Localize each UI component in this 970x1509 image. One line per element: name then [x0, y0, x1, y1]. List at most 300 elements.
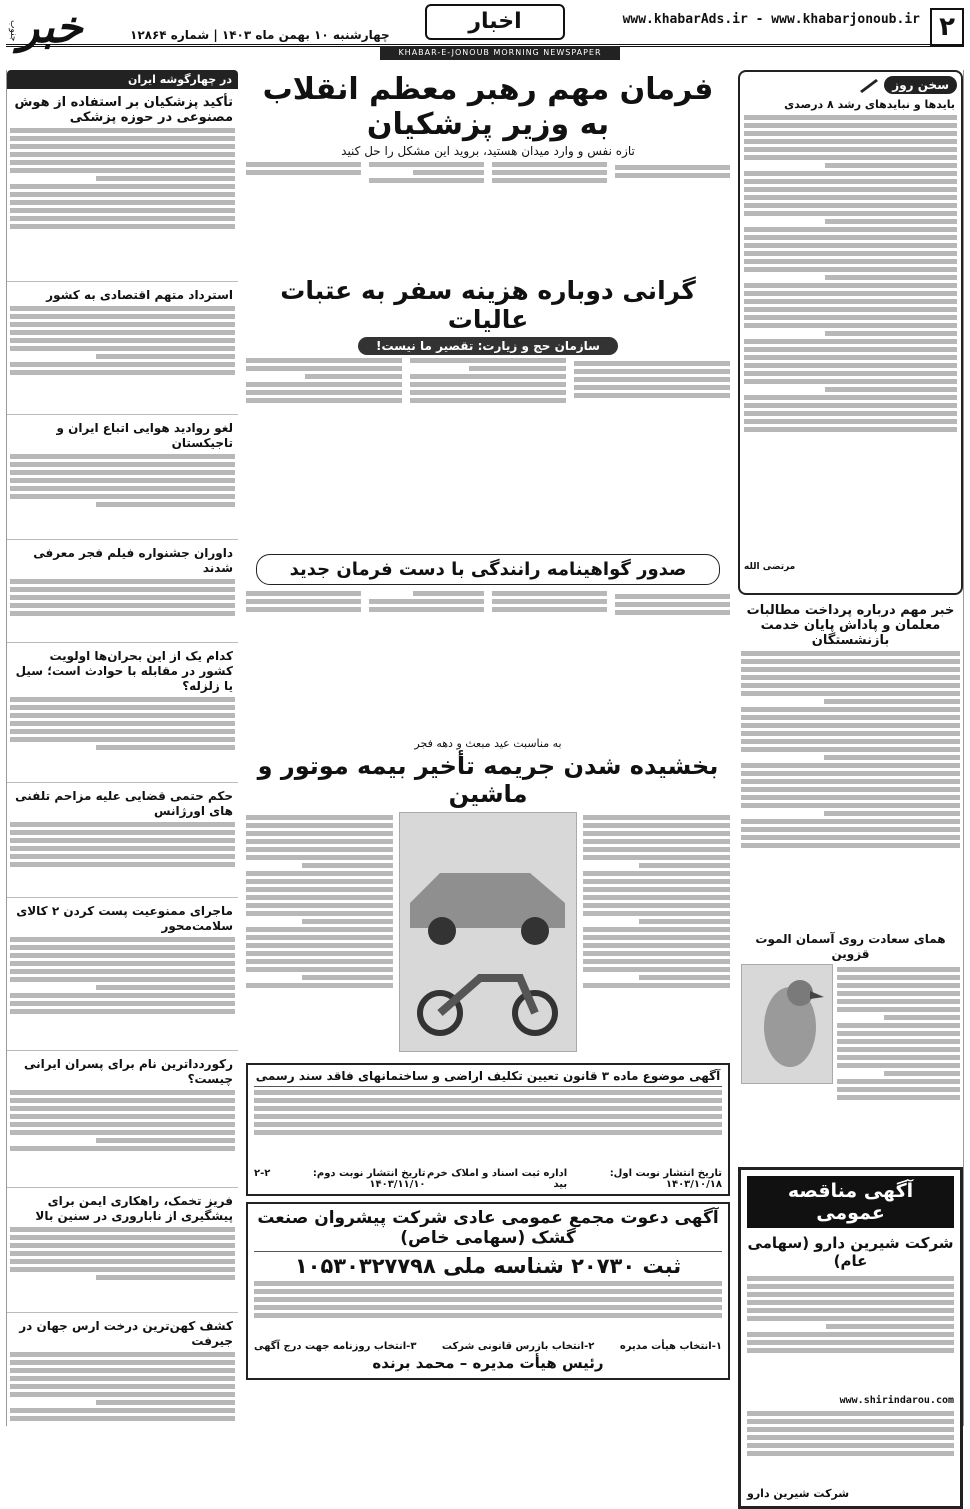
text-line	[369, 599, 484, 604]
text-line	[96, 502, 236, 507]
text-line	[10, 454, 235, 459]
text-line	[10, 1235, 235, 1240]
left-column	[6, 70, 238, 1426]
text-line	[10, 306, 235, 311]
text-line	[583, 895, 730, 900]
text-line	[369, 162, 484, 167]
car-motorcycle-photo	[399, 812, 577, 1052]
text-line	[824, 699, 960, 704]
text-line	[741, 763, 960, 768]
text-line	[96, 745, 236, 750]
text-line	[741, 771, 960, 776]
text-line	[744, 195, 957, 200]
news-title: لغو روادید هوایی اتباع ایران و تاجیکستان	[56, 421, 233, 450]
text-line	[96, 985, 236, 990]
text-line	[741, 659, 960, 664]
text-line	[639, 919, 730, 924]
news-item	[7, 649, 238, 783]
text-line	[10, 494, 235, 499]
text-line	[884, 1015, 960, 1020]
text-line	[246, 951, 393, 956]
text-line	[583, 983, 730, 988]
tender-company: شرکت شیرین دارو (سهامی عام)	[747, 1234, 954, 1270]
text-line	[10, 144, 235, 149]
text-line	[10, 611, 235, 616]
website-urls[interactable]: www.khabarAds.ir - www.khabarjonoub.ir	[622, 12, 920, 27]
text-line	[10, 1098, 235, 1103]
text-line	[96, 1138, 236, 1143]
text-line	[583, 847, 730, 852]
text-line	[10, 1267, 235, 1272]
news-body	[10, 1227, 235, 1309]
text-line	[10, 1106, 235, 1111]
text-line	[246, 855, 393, 860]
text-line	[747, 1308, 954, 1313]
text-line	[583, 831, 730, 836]
text-line	[10, 1114, 235, 1119]
text-line	[744, 131, 957, 136]
eagle-news-body	[837, 964, 960, 1159]
text-line	[884, 1071, 960, 1076]
news-title: رکوردداترین نام برای پسران ایرانی چیست؟	[23, 1057, 233, 1086]
land-ad-date2: تاریخ انتشار نوبت دوم: ۱۴۰۳/۱۱/۱۰	[312, 1168, 426, 1190]
text-line	[246, 959, 393, 964]
text-line	[744, 283, 957, 288]
text-line	[744, 427, 957, 432]
news-body	[10, 822, 235, 894]
text-line	[744, 203, 957, 208]
text-line	[246, 879, 393, 884]
text-line	[837, 1023, 960, 1028]
text-line	[639, 863, 730, 868]
text-line	[246, 943, 393, 948]
text-line	[10, 1130, 235, 1135]
text-line	[10, 362, 235, 367]
text-line	[747, 1451, 954, 1456]
left-column-header: در چهارگوشه ایران	[7, 70, 238, 89]
text-line	[747, 1276, 954, 1281]
text-line	[10, 937, 235, 942]
text-line	[369, 178, 484, 183]
text-line	[10, 961, 235, 966]
text-line	[246, 983, 393, 988]
text-line	[246, 398, 402, 403]
hajj-headline: گرانی دوباره هزینه سفر به عتبات عالیات	[280, 276, 696, 334]
text-line	[744, 123, 957, 128]
assembly-ad-body	[254, 1281, 722, 1337]
text-line	[254, 1297, 722, 1302]
text-line	[744, 411, 957, 416]
page-number: ۲	[930, 8, 964, 46]
text-line	[615, 610, 730, 615]
tender-head: آگهی مناقصه عمومی	[747, 1176, 954, 1228]
text-line	[10, 470, 235, 475]
text-line	[837, 1079, 960, 1084]
text-line	[837, 1047, 960, 1052]
text-line	[10, 603, 235, 608]
text-line	[10, 486, 235, 491]
text-line	[492, 170, 607, 175]
eagle-news	[738, 964, 963, 1159]
text-line	[747, 1284, 954, 1289]
text-line	[744, 323, 957, 328]
text-line	[615, 602, 730, 607]
insurance-headline: بخشیده شدن جریمه تأخیر بیمه موتور و ماشین	[257, 752, 719, 808]
text-line	[574, 377, 730, 382]
text-line	[741, 715, 960, 720]
text-line	[10, 729, 235, 734]
text-line	[10, 737, 235, 742]
text-line	[410, 358, 566, 363]
text-line	[10, 224, 235, 229]
text-line	[254, 1289, 722, 1294]
logo-sub: جنوب	[8, 20, 18, 42]
text-line	[246, 162, 361, 167]
text-line	[10, 945, 235, 950]
text-line	[741, 667, 960, 672]
assembly-ad	[246, 1202, 730, 1380]
text-line	[10, 953, 235, 958]
text-line	[747, 1443, 954, 1448]
text-line	[744, 267, 957, 272]
text-line	[254, 1098, 722, 1103]
text-line	[583, 903, 730, 908]
text-line	[741, 803, 960, 808]
text-line	[302, 863, 393, 868]
news-body	[10, 579, 235, 639]
text-line	[10, 160, 235, 165]
land-ad-title: آگهی موضوع ماده ۳ قانون تعیین تکلیف اراضی و ساختمانهای فاقد سند رسمی	[254, 1069, 722, 1087]
hajj-kicker: سازمان حج و زیارت: تقصیر ما نیست!	[358, 337, 618, 355]
text-line	[744, 291, 957, 296]
land-registry-ad	[246, 1063, 730, 1196]
text-line	[246, 382, 402, 387]
text-line	[744, 403, 957, 408]
text-line	[837, 983, 960, 988]
text-line	[615, 173, 730, 178]
text-line	[10, 314, 235, 319]
text-line	[10, 862, 235, 867]
news-body	[10, 697, 235, 779]
text-line	[744, 251, 957, 256]
text-line	[246, 895, 393, 900]
text-line	[10, 184, 235, 189]
text-line	[825, 275, 957, 280]
text-line	[583, 927, 730, 932]
text-line	[10, 1146, 235, 1151]
news-item	[7, 904, 238, 1051]
eagle-news-title: همای سعادت روی آسمان الموت قزوین	[755, 932, 946, 961]
text-line	[10, 462, 235, 467]
text-line	[10, 192, 235, 197]
text-line	[825, 163, 957, 168]
insurance-body-right	[583, 812, 730, 1057]
text-line	[413, 591, 484, 596]
text-line	[825, 387, 957, 392]
text-line	[747, 1340, 954, 1345]
text-line	[10, 1352, 235, 1357]
text-line	[10, 697, 235, 702]
text-line	[10, 1227, 235, 1232]
assembly-ad-sign: رئیس هیأت مدیره – محمد برنده	[372, 1354, 604, 1372]
land-ad-footer	[254, 1168, 722, 1190]
text-line	[744, 259, 957, 264]
text-line	[744, 187, 957, 192]
text-line	[744, 211, 957, 216]
text-line	[10, 993, 235, 998]
text-line	[741, 795, 960, 800]
text-line	[246, 170, 361, 175]
text-line	[639, 975, 730, 980]
text-line	[741, 683, 960, 688]
text-line	[747, 1332, 954, 1337]
text-line	[583, 823, 730, 828]
text-line	[583, 855, 730, 860]
news-title: استرداد متهم اقتصادی به کشور	[46, 288, 233, 302]
text-line	[583, 879, 730, 884]
text-line	[741, 739, 960, 744]
news-title: تأکید پزشکیان بر استفاده از هوش مصنوعی در حوزه پزشکی	[14, 95, 233, 125]
text-line	[410, 390, 566, 395]
issue-date: چهارشنبه ۱۰ بهمن ماه ۱۴۰۳ | شماره ۱۲۸۶۴	[130, 28, 390, 42]
text-line	[246, 935, 393, 940]
text-line	[246, 831, 393, 836]
text-line	[747, 1419, 954, 1424]
text-line	[10, 168, 235, 173]
text-line	[583, 871, 730, 876]
text-line	[837, 991, 960, 996]
text-line	[10, 1384, 235, 1389]
text-line	[744, 139, 957, 144]
news-item	[7, 789, 238, 898]
text-line	[492, 599, 607, 604]
text-line	[837, 975, 960, 980]
text-line	[10, 1001, 235, 1006]
text-line	[246, 607, 361, 612]
agenda-item-3: ۳-انتخاب روزنامه جهت درج آگهی	[254, 1341, 417, 1352]
text-line	[246, 823, 393, 828]
text-line	[574, 369, 730, 374]
text-line	[302, 975, 393, 980]
main-subhead: تازه نفس و وارد میدان هستید، بروید این مشکل را حل کنید	[341, 144, 635, 158]
text-line	[744, 419, 957, 424]
text-line	[10, 1408, 235, 1413]
text-line	[747, 1292, 954, 1297]
car-icon	[400, 813, 576, 1053]
news-body	[10, 128, 235, 278]
text-line	[10, 822, 235, 827]
news-item	[7, 546, 238, 643]
main-story-body	[246, 162, 730, 272]
text-line	[741, 651, 960, 656]
assembly-ad-id: ثبت ۲۰۷۳۰ شناسه ملی ۱۰۵۳۰۳۲۷۷۹۸	[294, 1254, 682, 1278]
teacher-news-body	[738, 651, 963, 926]
text-line	[10, 338, 235, 343]
text-line	[10, 370, 235, 375]
tender-body	[747, 1276, 954, 1388]
text-line	[254, 1106, 722, 1111]
news-title: داوران جشنواره فیلم فجر معرفی شدند	[33, 546, 233, 575]
text-line	[747, 1411, 954, 1416]
text-line	[10, 478, 235, 483]
text-line	[744, 307, 957, 312]
news-title: فریز تخمک، راهکاری ایمن برای پیشگیری از ناباروری در سنین بالا	[35, 1194, 233, 1223]
text-line	[747, 1300, 954, 1305]
editorial-author: مرتضی الله	[744, 562, 796, 572]
text-line	[837, 1039, 960, 1044]
text-line	[583, 943, 730, 948]
text-line	[246, 927, 393, 932]
text-line	[10, 1392, 235, 1397]
text-line	[96, 176, 236, 181]
agenda-item-1: ۱-انتخاب هیأت مدیره	[619, 1341, 722, 1352]
editorial-header	[744, 76, 957, 94]
news-title: کدام یک از این بحران‌ها اولویت کشور در مقابله با حوادث است؛ سیل یا زلزله؟	[15, 649, 233, 693]
pen-icon	[858, 77, 880, 93]
text-line	[246, 366, 402, 371]
text-line	[369, 607, 484, 612]
text-line	[246, 839, 393, 844]
land-ad-office: اداره ثبت اسناد و املاک خرم بید	[427, 1168, 568, 1190]
text-line	[747, 1348, 954, 1353]
text-line	[744, 155, 957, 160]
text-line	[246, 967, 393, 972]
text-line	[246, 815, 393, 820]
text-line	[744, 227, 957, 232]
news-body	[10, 1352, 235, 1452]
agenda-item-2: ۲-انتخاب بازرس قانونی شرکت	[441, 1341, 595, 1352]
text-line	[615, 165, 730, 170]
text-line	[246, 599, 361, 604]
text-line	[574, 385, 730, 390]
text-line	[10, 128, 235, 133]
text-line	[837, 1087, 960, 1092]
text-line	[10, 1368, 235, 1373]
text-line	[744, 379, 957, 384]
text-line	[410, 382, 566, 387]
text-line	[744, 115, 957, 120]
eagle-icon	[740, 965, 832, 1085]
text-line	[254, 1313, 722, 1318]
text-line	[744, 371, 957, 376]
text-line	[574, 393, 730, 398]
text-line	[574, 361, 730, 366]
assembly-ad-title: آگهی دعوت مجمع عمومی عادی شرکت پیشروان صنعت گشک (سهامی خاص)	[254, 1208, 722, 1252]
text-line	[246, 591, 361, 596]
text-line	[744, 347, 957, 352]
editorial-box	[738, 70, 963, 595]
text-line	[10, 1243, 235, 1248]
text-line	[305, 374, 402, 379]
text-line	[10, 846, 235, 851]
text-line	[747, 1435, 954, 1440]
news-item	[7, 1319, 238, 1455]
text-line	[246, 871, 393, 876]
text-line	[583, 839, 730, 844]
text-line	[741, 691, 960, 696]
text-line	[10, 587, 235, 592]
text-line	[824, 755, 960, 760]
text-line	[583, 887, 730, 892]
text-line	[744, 363, 957, 368]
text-line	[254, 1130, 722, 1135]
license-story-body	[246, 591, 730, 731]
logo-word: خبر	[18, 2, 83, 53]
insurance-body-left	[246, 812, 393, 1057]
english-title-bar: KHABAR-E-JONOUB MORNING NEWSPAPER	[380, 46, 620, 60]
text-line	[583, 959, 730, 964]
text-line	[837, 967, 960, 972]
insurance-story	[246, 812, 730, 1057]
text-line	[410, 374, 566, 379]
text-line	[492, 178, 607, 183]
text-line	[615, 594, 730, 599]
text-line	[744, 299, 957, 304]
text-line	[492, 607, 607, 612]
text-line	[10, 1376, 235, 1381]
tender-sign: شرکت شیرین دارو	[747, 1487, 850, 1500]
middle-column	[246, 70, 730, 1426]
text-line	[10, 136, 235, 141]
text-line	[744, 395, 957, 400]
text-line	[10, 713, 235, 718]
land-ad-body	[254, 1090, 722, 1164]
editorial-body	[744, 115, 957, 560]
text-line	[744, 355, 957, 360]
text-line	[741, 779, 960, 784]
text-line	[246, 903, 393, 908]
text-line	[744, 179, 957, 184]
tender-website[interactable]: www.shirindarou.com	[839, 1395, 954, 1406]
news-title: ماجرای ممنوعیت پست کردن ۲ کالای سلامت‌محور	[16, 904, 233, 933]
news-body	[10, 454, 235, 536]
news-item	[7, 1057, 238, 1188]
text-line	[302, 919, 393, 924]
text-line	[413, 170, 484, 175]
tender-ad	[738, 1167, 963, 1509]
text-line	[744, 147, 957, 152]
editorial-title: بایدها و نبایدهای رشد ۸ درصدی	[784, 98, 955, 111]
text-line	[583, 967, 730, 972]
text-line	[10, 322, 235, 327]
text-line	[10, 595, 235, 600]
text-line	[583, 815, 730, 820]
text-line	[10, 152, 235, 157]
text-line	[744, 339, 957, 344]
news-title: حکم حتمی قضایی علیه مزاحم تلفنی های اورژانس	[15, 789, 233, 818]
text-line	[10, 838, 235, 843]
news-body	[10, 1090, 235, 1184]
teacher-news-title: خبر مهم درباره پرداخت مطالبات معلمان و پاداش پایان خدمت بازنشستگان	[746, 603, 955, 648]
text-line	[741, 731, 960, 736]
text-line	[744, 243, 957, 248]
insurance-kicker: به مناسبت عید مبعث و دهه فجر	[414, 737, 562, 750]
main-headline: فرمان مهم رهبر معظم انقلاب به وزیر پزشکیان	[262, 72, 714, 142]
tender-body-2	[747, 1411, 954, 1485]
text-line	[96, 1275, 236, 1280]
text-line	[826, 1324, 954, 1329]
text-line	[492, 591, 607, 596]
news-title: کشف کهن‌ترین درخت ارس جهان در جیرفت	[19, 1319, 233, 1348]
text-line	[741, 787, 960, 792]
hajj-story-body	[246, 358, 730, 548]
text-line	[10, 977, 235, 982]
text-line	[246, 911, 393, 916]
text-line	[10, 1009, 235, 1014]
text-line	[410, 398, 566, 403]
text-line	[246, 887, 393, 892]
text-line	[837, 999, 960, 1004]
